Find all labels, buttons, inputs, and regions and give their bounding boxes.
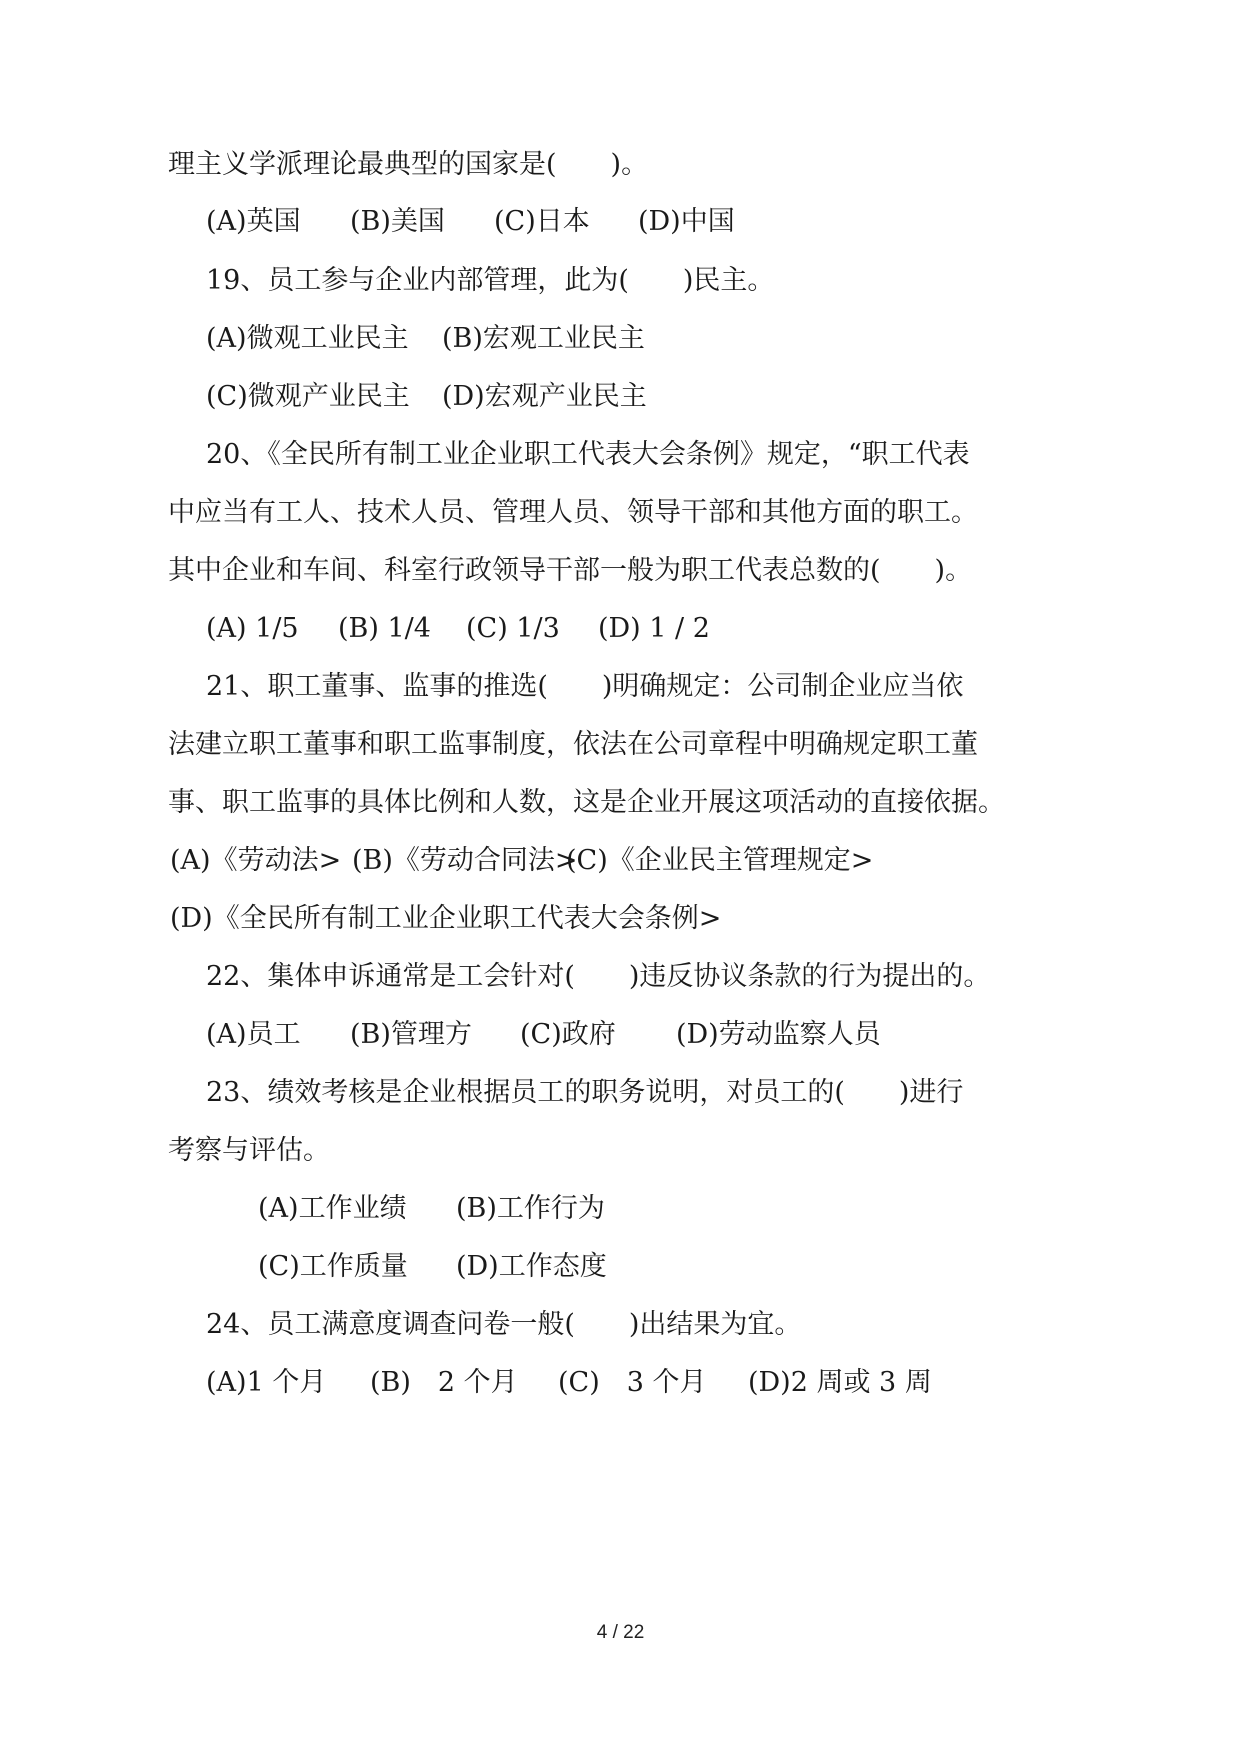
option-b: (B)工作行为 xyxy=(456,1193,605,1224)
option-c: (C)微观产业民主 xyxy=(206,381,410,412)
text-line: 中应当有工人、技术人员、管理人员、领导干部和其他方面的职工。 xyxy=(168,497,978,528)
option-d: (D) 1 / 2 xyxy=(598,613,710,644)
option-a: (A)《劳动法> xyxy=(170,845,342,876)
option-a: (A)英国 xyxy=(206,206,301,237)
option-d: (D)劳动监察人员 xyxy=(676,1019,881,1050)
option-b: (B)宏观工业民主 xyxy=(442,323,645,354)
question-19: 19、员工参与企业内部管理，此为( )民主。 xyxy=(206,265,775,296)
question-24: 24、员工满意度调查问卷一般( )出结果为宜。 xyxy=(206,1309,802,1340)
option-b: (B)管理方 xyxy=(350,1019,472,1050)
option-a: (A)工作业绩 xyxy=(258,1193,407,1224)
option-b: (B)美国 xyxy=(350,206,445,237)
option-c: (C) 1/3 xyxy=(466,613,560,644)
option-d-line: (D)《全民所有制工业企业职工代表大会条例> xyxy=(170,903,722,934)
option-b: (B) 2 个月 xyxy=(370,1367,518,1398)
option-b: (B) 1/4 xyxy=(338,613,431,644)
text-line: 法建立职工董事和职工监事制度，依法在公司章程中明确规定职工董 xyxy=(168,729,978,760)
option-c: (C) 3 个月 xyxy=(558,1367,707,1398)
text-line: 其中企业和车间、科室行政领导干部一般为职工代表总数的( )。 xyxy=(168,555,973,586)
option-c: (C)《企业民主管理规定> xyxy=(566,845,874,876)
option-d: (D)宏观产业民主 xyxy=(442,381,647,412)
question-23: 23、绩效考核是企业根据员工的职务说明，对员工的( )进行 xyxy=(206,1077,964,1108)
page-number: 4 / 22 xyxy=(596,1622,645,1643)
option-a: (A)员工 xyxy=(206,1019,301,1050)
option-c: (C)政府 xyxy=(520,1019,616,1050)
question-20: 20、《全民所有制工业企业职工代表大会条例》规定，“职工代表 xyxy=(206,439,970,470)
text-line: 事、职工监事的具体比例和人数，这是企业开展这项活动的直接依据。 xyxy=(168,787,1005,818)
option-d: (D)2 周或 3 周 xyxy=(748,1367,932,1398)
option-a: (A) 1/5 xyxy=(206,613,299,644)
option-c: (C)日本 xyxy=(494,206,590,237)
text-line: 考察与评估。 xyxy=(168,1135,330,1166)
text-line: 理主义学派理论最典型的国家是( )。 xyxy=(168,149,649,180)
option-a: (A)微观工业民主 xyxy=(206,323,409,354)
question-22: 22、集体申诉通常是工会针对( )违反协议条款的行为提出的。 xyxy=(206,961,991,992)
option-d: (D)中国 xyxy=(638,206,735,237)
option-d: (D)工作态度 xyxy=(456,1251,607,1282)
question-21: 21、职工董事、监事的推选( )明确规定：公司制企业应当依 xyxy=(206,671,964,702)
option-a: (A)1 个月 xyxy=(206,1367,327,1398)
option-b: (B)《劳动合同法> xyxy=(352,845,578,876)
option-c: (C)工作质量 xyxy=(258,1251,408,1282)
